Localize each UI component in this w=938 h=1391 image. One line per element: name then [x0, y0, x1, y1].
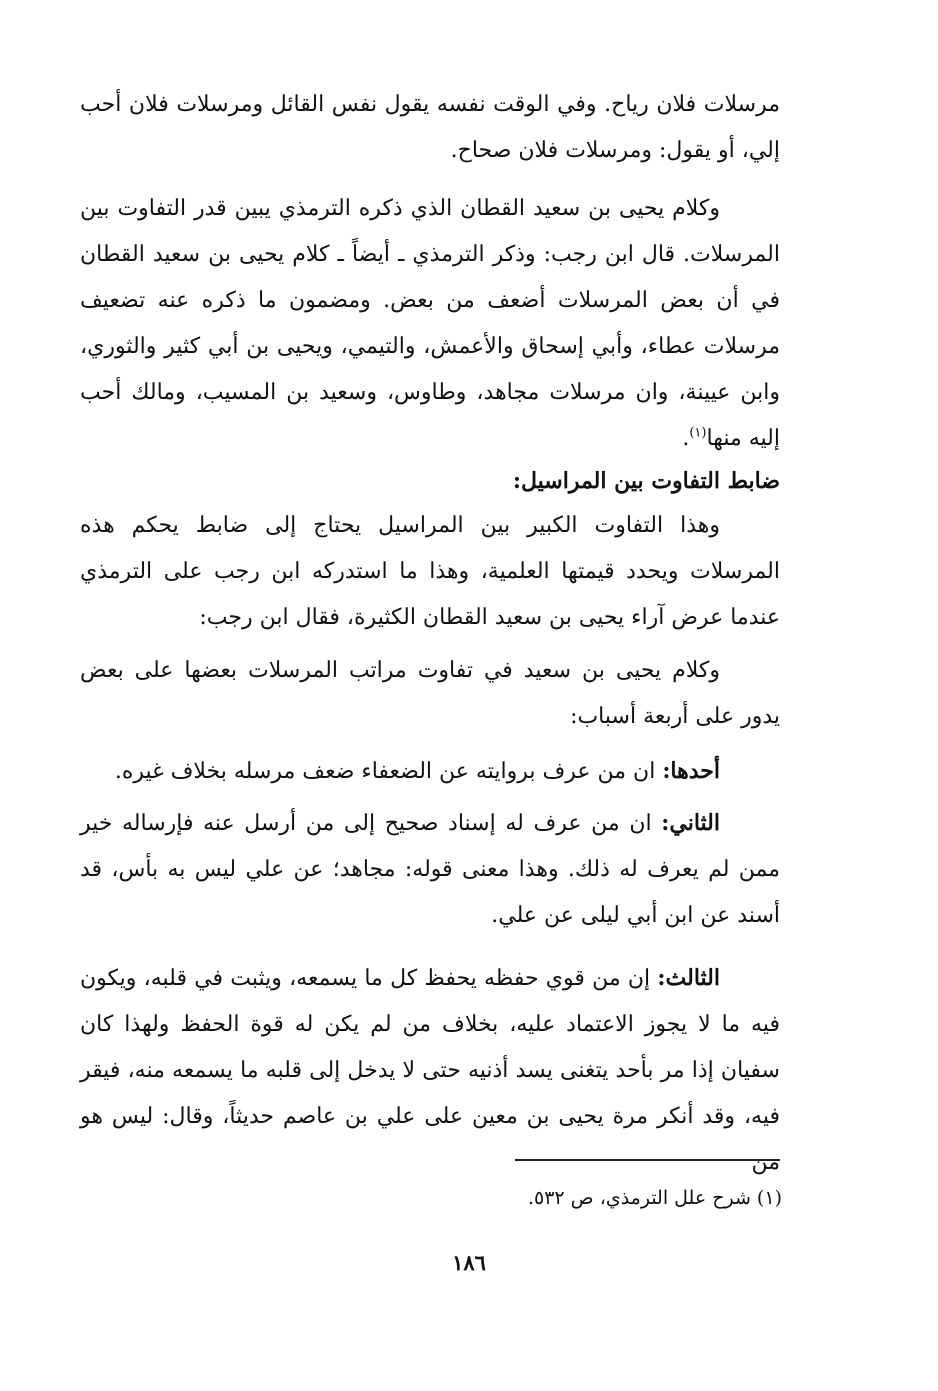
paragraph-text: وهذا التفاوت الكبير بين المراسيل يحتاج إلى ضابط يحكم هذه المرسلات ويحدد قيمتها العلمية، وهذا ما استدركه ابن رجب على الترمذي عندما عرض آراء يحيى بن سعيد القطان الكثيرة، فقال ابن رجب:	[80, 513, 780, 630]
paragraph-text: إن من قوي حفظه يحفظ كل ما يسمعه، ويثبت في قلبه، ويكون فيه ما لا يجوز الاعتماد عليه، بخلاف من لم يكن له قوة الحفظ ولهذا كان سفيان إذا مر بأحد يتغنى يسد أذنيه حتى لا يدخل إلى قلبه ما يسمعه منه، فيقر فيه، وقد أنكر مرة يحيى بن معين على علي بن عاصم حديثاً، وقال: ليس هو من	[80, 966, 780, 1175]
paragraph-text: مرسلات فلان رياح. وفي الوقت نفسه يقول نفس القائل ومرسلات فلان أحب إلي، أو يقول: ومرسلات فلان صحاح.	[80, 92, 780, 163]
footnote-reference[interactable]: (١)	[689, 425, 707, 441]
reason-label: أحدها:	[662, 758, 720, 784]
paragraph-qattan-mursalat	[80, 186, 780, 462]
section-heading: ضابط التفاوت بين المراسيل:	[512, 468, 780, 494]
paragraph-reason-third	[80, 955, 780, 1186]
paragraph-text: وكلام يحيى بن سعيد في تفاوت مراتب المرسلات بعضها على بعض يدور على أربعة أسباب:	[80, 658, 780, 729]
page-number: ١٨٦	[452, 1250, 486, 1275]
paragraph-reason-second	[80, 800, 780, 939]
paragraph-reason-first	[80, 748, 780, 795]
footnote-divider	[515, 1159, 780, 1161]
paragraph-text: ان من عرف له إسناد صحيح إلى من أرسل عنه فإرساله خير ممن لم يعرف له ذلك. وهذا معنى قوله: مجاهد؛ عن علي ليس به بأس، قد أسند عن ابن أبي ليلى عن علي.	[80, 811, 780, 928]
paragraph-text: ان من عرف بروايته عن الضعفاء ضعف مرسله بخلاف غيره.	[114, 759, 656, 784]
reason-label: الثالث:	[657, 965, 720, 991]
paragraph-four-reasons	[80, 648, 780, 740]
paragraph-end-mark: .	[682, 426, 690, 451]
paragraph-text: وكلام يحيى بن سعيد القطان الذي ذكره الترمذي يبين قدر التفاوت بين المرسلات. قال ابن رجب: وذكر الترمذي ـ أيضاً ـ كلام يحيى بن سعيد القطان في أن بعض المرسلات أضعف من بعض. ومضمون ما ذكره عنه تضعيف مرسلات عطاء، وأبي إسحاق والأعمش، والتيمي، ويحيى بن أبي كثير والثوري، وابن عيينة، وان مرسلات مجاهد، وطاوس، وسعيد بن المسيب، ومالك أحب إليه منها	[80, 196, 780, 451]
footnote: (١) شرح علل الترمذي، ص ٥٣٢.	[527, 1187, 782, 1209]
reason-label: الثاني:	[661, 810, 720, 836]
paragraph-continuation	[80, 82, 780, 174]
paragraph-criterion	[80, 503, 780, 641]
